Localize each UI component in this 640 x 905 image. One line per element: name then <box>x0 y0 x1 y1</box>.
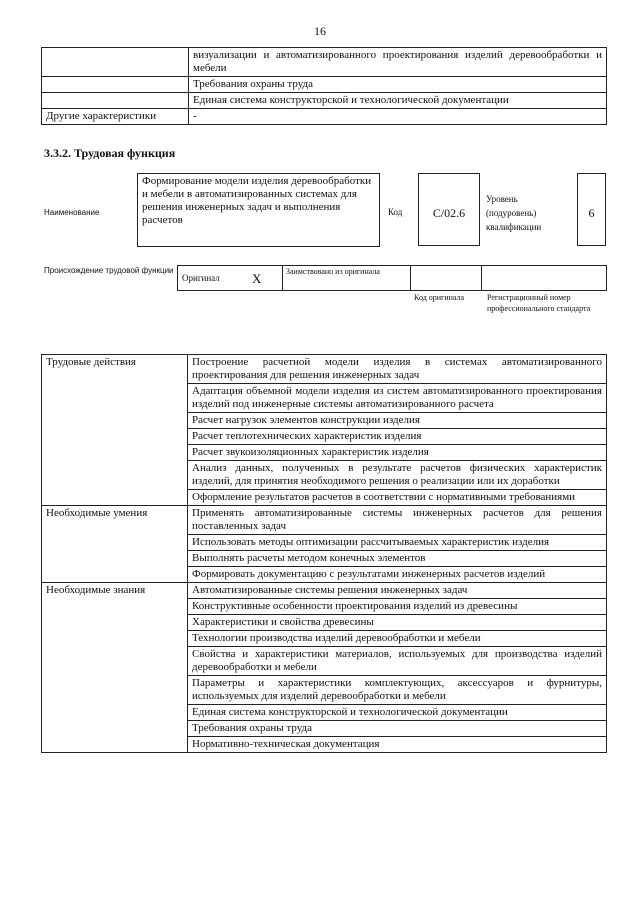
original-mark: X <box>252 271 262 286</box>
function-name-box: Формирование модели изделия деревообработки и мебели в автоматизированных системах для решения инженерных задач и выполнения расчетов <box>137 173 380 247</box>
origin-table <box>177 265 607 291</box>
table-cell-empty <box>42 93 189 109</box>
table-cell: визуализации и автоматизированного проектирования изделий деревообработки и мебели <box>189 48 607 77</box>
top-continuation-table <box>41 47 607 125</box>
table-cell: Расчет теплотехнических характеристик изделия <box>188 429 607 445</box>
other-characteristics-value: - <box>189 109 607 125</box>
table-cell: Выполнять расчеты методом конечных элементов <box>188 551 607 567</box>
level-value: 6 <box>588 206 595 220</box>
origin-divider <box>410 265 411 291</box>
code-label: Код <box>388 207 403 217</box>
table-row <box>42 48 607 77</box>
table-cell: Технологии производства изделий деревообработки и мебели <box>188 631 607 647</box>
table-cell-empty <box>42 77 189 93</box>
table-cell: Параметры и характеристики комплектующих, аксессуаров и фурнитуры, используемых для изделий деревообработки и мебели <box>188 676 607 705</box>
table-cell: Адаптация объемной модели изделия из систем автоматизированного проектирования изделий под инженерные системы автоматизированного расчета <box>188 384 607 413</box>
origin-divider <box>481 265 482 291</box>
origin-label: Происхождение трудовой функции <box>44 266 174 275</box>
code-box <box>418 173 480 246</box>
table-cell: Применять автоматизированные системы инженерных расчетов для решения поставленных задач <box>188 506 607 535</box>
table-cell: Построение расчетной модели изделия в системах автоматизированного проектирования для решения инженерных задач <box>188 355 607 384</box>
page-number: 16 <box>314 24 326 38</box>
table-cell: Единая система конструкторской и технологической документации <box>189 93 607 109</box>
table-cell: Расчет нагрузок элементов конструкции изделия <box>188 413 607 429</box>
original-code-caption: Код оригинала <box>414 293 465 302</box>
code-value: C/02.6 <box>432 206 466 220</box>
table-cell: Нормативно-техническая документация <box>188 737 607 753</box>
origin-divider <box>282 265 283 291</box>
table-cell: Единая система конструкторской и технологической документации <box>188 705 607 721</box>
table-row <box>42 77 607 93</box>
table-cell-empty <box>42 48 189 77</box>
borrowed-label: Заимствовано из оригинала <box>286 267 380 276</box>
table-row <box>42 109 607 125</box>
section-title: 3.3.2. Трудовая функция <box>44 146 176 160</box>
registration-number-caption: Регистрационный номер профессионального стандарта <box>487 293 591 313</box>
section-label-skills: Необходимые умения <box>42 506 188 583</box>
table-row <box>42 506 607 535</box>
table-cell: Требования охраны труда <box>189 77 607 93</box>
table-cell: Оформление результатов расчетов в соответствии с нормативными требованиями <box>188 490 607 506</box>
table-row <box>42 583 607 599</box>
section-label-actions: Трудовые действия <box>42 355 188 506</box>
section-label-knowledge: Необходимые знания <box>42 583 188 753</box>
table-cell: Автоматизированные системы решения инженерных задач <box>188 583 607 599</box>
table-cell: Расчет звукоизоляционных характеристик изделия <box>188 445 607 461</box>
table-row <box>42 355 607 384</box>
table-row <box>42 93 607 109</box>
table-cell: Характеристики и свойства древесины <box>188 615 607 631</box>
table-cell: Требования охраны труда <box>188 721 607 737</box>
name-label: Наименование <box>44 208 100 217</box>
level-box <box>577 173 606 246</box>
table-cell: Использовать методы оптимизации рассчитываемых характеристик изделия <box>188 535 607 551</box>
table-cell: Формировать документацию с результатами инженерных расчетов изделий <box>188 567 607 583</box>
table-cell: Конструктивные особенности проектирования изделий из древесины <box>188 599 607 615</box>
qualification-level-label: Уровень (подуровень) квалификации <box>486 194 542 232</box>
table-cell: Свойства и характеристики материалов, используемых для производства изделий деревообработки и мебели <box>188 647 607 676</box>
original-label: Оригинал <box>182 273 220 283</box>
other-characteristics-label: Другие характеристики <box>42 109 189 125</box>
table-cell: Анализ данных, полученных в результате расчетов физических характеристик изделий, для принятия необходимого решения о реализации или их доработки <box>188 461 607 490</box>
labor-function-table <box>41 354 607 753</box>
